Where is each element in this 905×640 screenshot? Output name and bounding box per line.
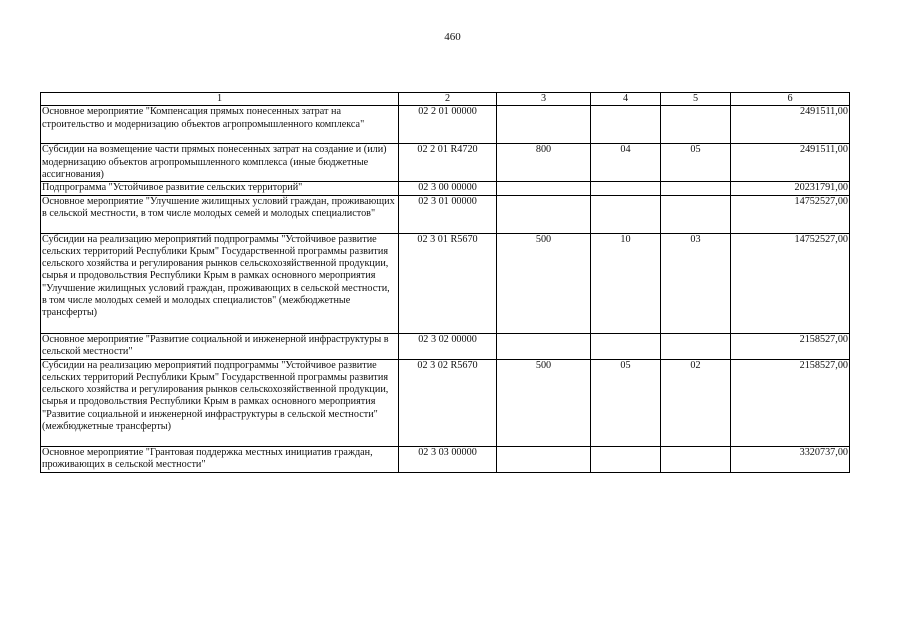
row-col3 [497, 182, 591, 195]
row-code: 02 2 01 00000 [399, 106, 497, 144]
row-code: 02 3 00 00000 [399, 182, 497, 195]
table-row [41, 106, 850, 144]
row-name: Основное мероприятие "Грантовая поддержка местных инициатив граждан, проживающих в сельской местности" [41, 446, 399, 472]
row-sum: 14752527,00 [731, 233, 850, 333]
row-col4: 05 [591, 359, 661, 446]
row-code: 02 3 01 00000 [399, 195, 497, 233]
row-name: Основное мероприятие "Развитие социальной и инженерной инфраструктуры в сельской местности" [41, 333, 399, 359]
table-row [41, 195, 850, 233]
row-col4 [591, 195, 661, 233]
row-col5: 02 [661, 359, 731, 446]
table-row [41, 144, 850, 182]
row-code: 02 3 03 00000 [399, 446, 497, 472]
row-col5 [661, 195, 731, 233]
row-code: 02 3 02 R5670 [399, 359, 497, 446]
table-row [41, 359, 850, 446]
row-name: Основное мероприятие "Компенсация прямых понесенных затрат на строительство и модернизацию объектов агропромышленного комплекса" [41, 106, 399, 144]
row-col3 [497, 106, 591, 144]
row-col4 [591, 182, 661, 195]
row-name: Подпрограмма "Устойчивое развитие сельских территорий" [41, 182, 399, 195]
row-code: 02 3 01 R5670 [399, 233, 497, 333]
table-row [41, 233, 850, 333]
row-col4 [591, 333, 661, 359]
row-col4 [591, 446, 661, 472]
row-sum: 2491511,00 [731, 106, 850, 144]
row-sum: 2158527,00 [731, 333, 850, 359]
column-header-5: 5 [661, 93, 731, 106]
row-sum: 2158527,00 [731, 359, 850, 446]
column-header-6: 6 [731, 93, 850, 106]
row-sum: 3320737,00 [731, 446, 850, 472]
column-header-2: 2 [399, 93, 497, 106]
row-col3 [497, 195, 591, 233]
row-col5: 05 [661, 144, 731, 182]
header-row [41, 93, 850, 106]
row-col3 [497, 446, 591, 472]
row-sum: 2491511,00 [731, 144, 850, 182]
row-col3: 800 [497, 144, 591, 182]
row-name: Субсидии на реализацию мероприятий подпрограммы "Устойчивое развитие сельских территорий Республики Крым" Государственной программы развития сельского хозяйства и регулирования рынков сельскохозяйственной продукции, сырья и продовольствия Республики Крым в рамках основного мероприятия "Развитие социальной и инженерной инфраструктуры в сельской местности" (межбюджетные трансферты) [41, 359, 399, 446]
row-col4: 04 [591, 144, 661, 182]
row-name: Субсидии на возмещение части прямых понесенных затрат на создание и (или) модернизацию объектов агропромышленного комплекса (иные бюджетные ассигнования) [41, 144, 399, 182]
table-row [41, 446, 850, 472]
table-row [41, 182, 850, 195]
row-col5: 03 [661, 233, 731, 333]
row-col4: 10 [591, 233, 661, 333]
row-col5 [661, 446, 731, 472]
column-header-4: 4 [591, 93, 661, 106]
row-col3: 500 [497, 359, 591, 446]
table-row [41, 333, 850, 359]
column-header-3: 3 [497, 93, 591, 106]
row-col5 [661, 333, 731, 359]
row-code: 02 3 02 00000 [399, 333, 497, 359]
row-col3 [497, 333, 591, 359]
row-col5 [661, 106, 731, 144]
page-number: 460 [444, 31, 461, 43]
row-sum: 20231791,00 [731, 182, 850, 195]
column-header-1: 1 [41, 93, 399, 106]
row-code: 02 2 01 R4720 [399, 144, 497, 182]
row-name: Субсидии на реализацию мероприятий подпрограммы "Устойчивое развитие сельских территорий Республики Крым" Государственной программы развития сельского хозяйства и регулирования рынков сельскохозяйственной продукции, сырья и продовольствия Республики Крым в рамках основного мероприятия "Улучшение жилищных условий граждан, проживающих в сельской местности, в том числе молодых семей и молодых специалистов" (межбюджетные трансферты) [41, 233, 399, 333]
row-col5 [661, 182, 731, 195]
row-col3: 500 [497, 233, 591, 333]
row-name: Основное мероприятие "Улучшение жилищных условий граждан, проживающих в сельской местности, в том числе молодых семей и молодых специалистов" [41, 195, 399, 233]
row-col4 [591, 106, 661, 144]
row-sum: 14752527,00 [731, 195, 850, 233]
budget-table [40, 92, 850, 473]
